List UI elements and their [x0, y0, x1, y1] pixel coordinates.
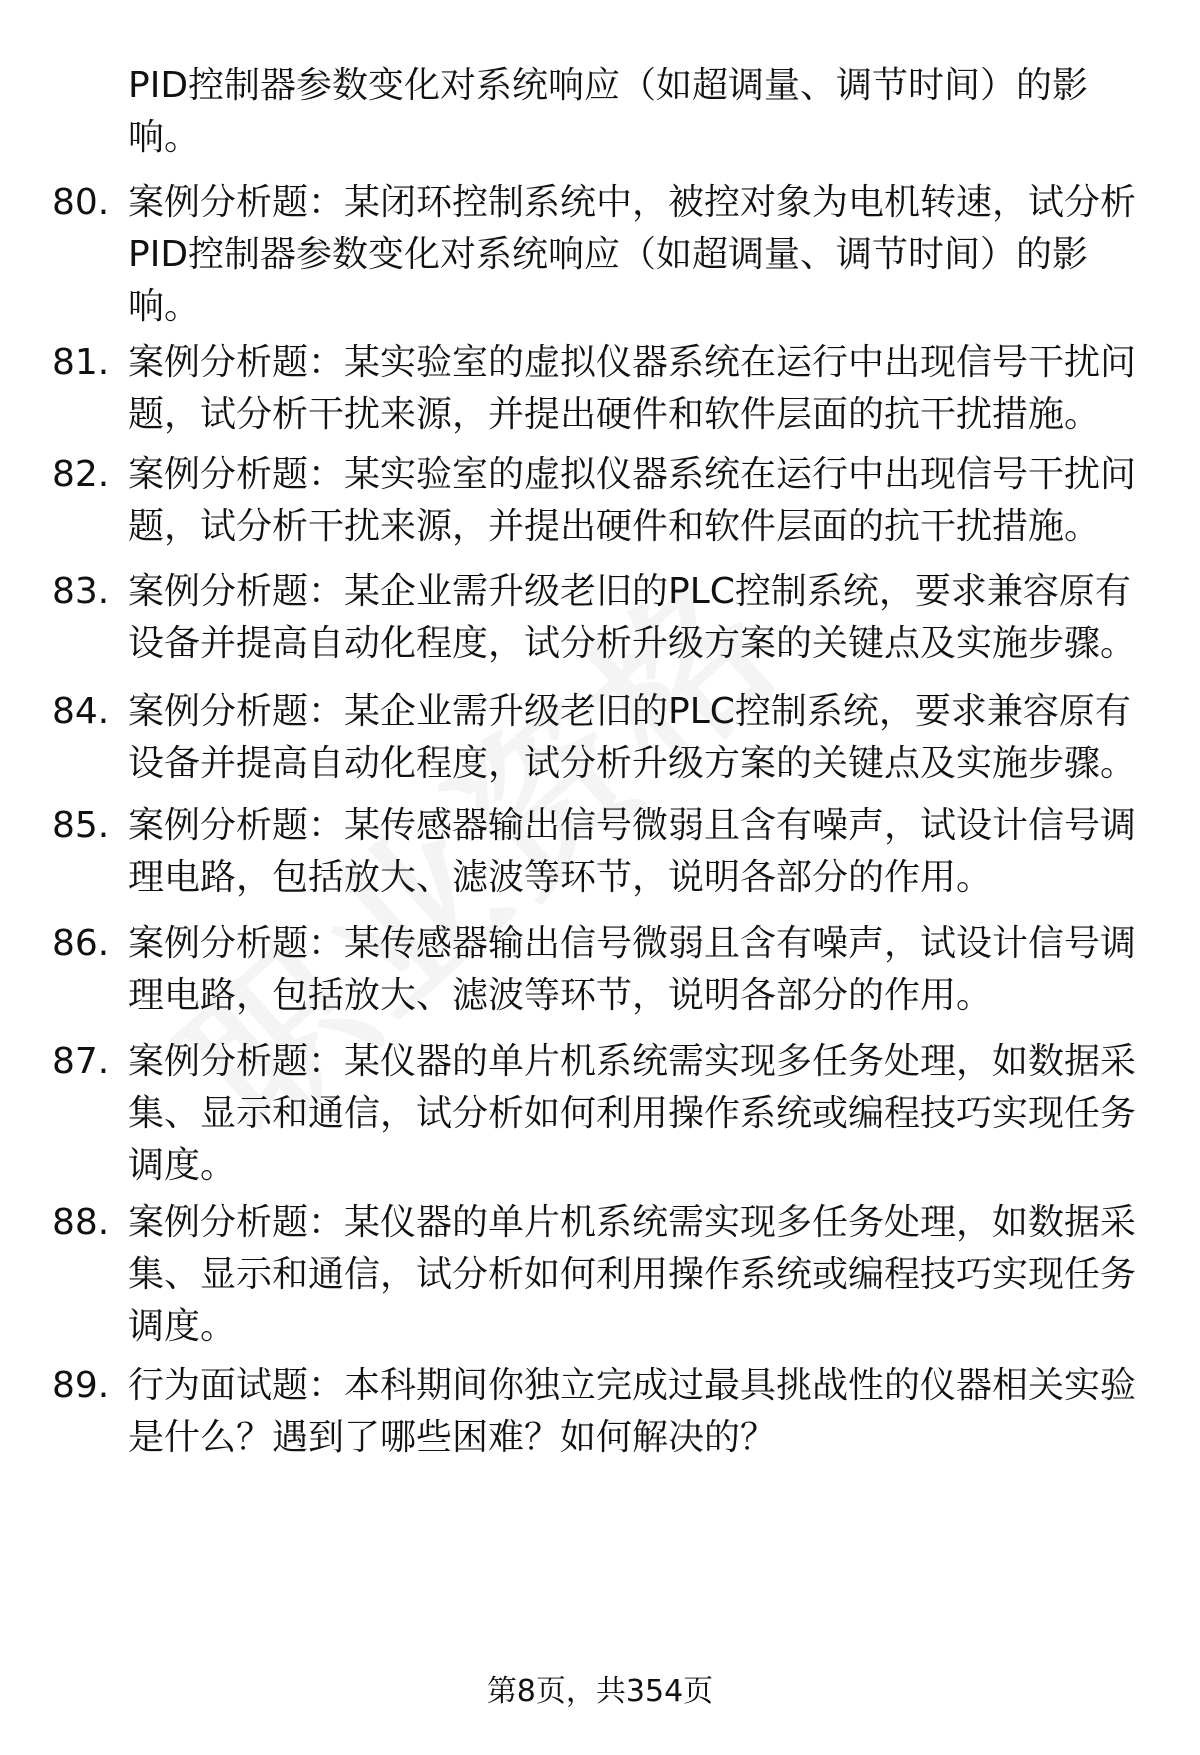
- question-number: 87.: [52, 1041, 110, 1082]
- question-text: 案例分析题：某实验室的虚拟仪器系统在运行中出现信号干扰问题，试分析干扰来源，并提出硬件和软件层面的抗干扰措施。: [128, 454, 1137, 547]
- continued-question-text: PID控制器参数变化对系统响应（如超调量、调节时间）的影响。: [128, 65, 1089, 158]
- question-text: 案例分析题：某闭环控制系统中，被控对象为电机转速，试分析PID控制器参数变化对系统响应（如超调量、调节时间）的影响。: [128, 182, 1137, 327]
- question-item: [52, 1197, 1148, 1353]
- question-item: [52, 918, 1148, 1022]
- question-number: 85.: [52, 805, 110, 846]
- question-item: [52, 1360, 1148, 1464]
- question-item: [52, 177, 1148, 333]
- question-text: 案例分析题：某传感器输出信号微弱且含有噪声，试设计信号调理电路，包括放大、滤波等环节，说明各部分的作用。: [128, 923, 1137, 1016]
- question-number: 84.: [52, 691, 110, 732]
- page-number-footer: 第8页，共354页: [486, 1674, 714, 1709]
- question-number: 88.: [52, 1202, 110, 1243]
- question-item: [52, 1036, 1148, 1192]
- question-item: [52, 800, 1148, 904]
- question-item: [52, 449, 1148, 553]
- question-text: 案例分析题：某企业需升级老旧的PLC控制系统，要求兼容原有设备并提高自动化程度，试分析升级方案的关键点及实施步骤。: [128, 571, 1137, 664]
- question-text: 案例分析题：某实验室的虚拟仪器系统在运行中出现信号干扰问题，试分析干扰来源，并提出硬件和软件层面的抗干扰措施。: [128, 342, 1137, 435]
- question-number: 83.: [52, 571, 110, 612]
- question-number: 82.: [52, 454, 110, 495]
- question-text: 案例分析题：某仪器的单片机系统需实现多任务处理，如数据采集、显示和通信，试分析如何利用操作系统或编程技巧实现任务调度。: [128, 1041, 1137, 1186]
- question-text: 案例分析题：某仪器的单片机系统需实现多任务处理，如数据采集、显示和通信，试分析如何利用操作系统或编程技巧实现任务调度。: [128, 1202, 1137, 1347]
- question-number: 86.: [52, 923, 110, 964]
- question-number: 81.: [52, 342, 110, 383]
- question-text: 案例分析题：某企业需升级老旧的PLC控制系统，要求兼容原有设备并提高自动化程度，试分析升级方案的关键点及实施步骤。: [128, 691, 1137, 784]
- question-item: [52, 337, 1148, 441]
- question-item: [52, 686, 1148, 790]
- question-number: 89.: [52, 1365, 110, 1406]
- question-text: 行为面试题：本科期间你独立完成过最具挑战性的仪器相关实验是什么？遇到了哪些困难？如何解决的？: [128, 1365, 1137, 1458]
- question-text: 案例分析题：某传感器输出信号微弱且含有噪声，试设计信号调理电路，包括放大、滤波等环节，说明各部分的作用。: [128, 805, 1137, 898]
- question-item: [52, 566, 1148, 670]
- question-number: 80.: [52, 182, 110, 223]
